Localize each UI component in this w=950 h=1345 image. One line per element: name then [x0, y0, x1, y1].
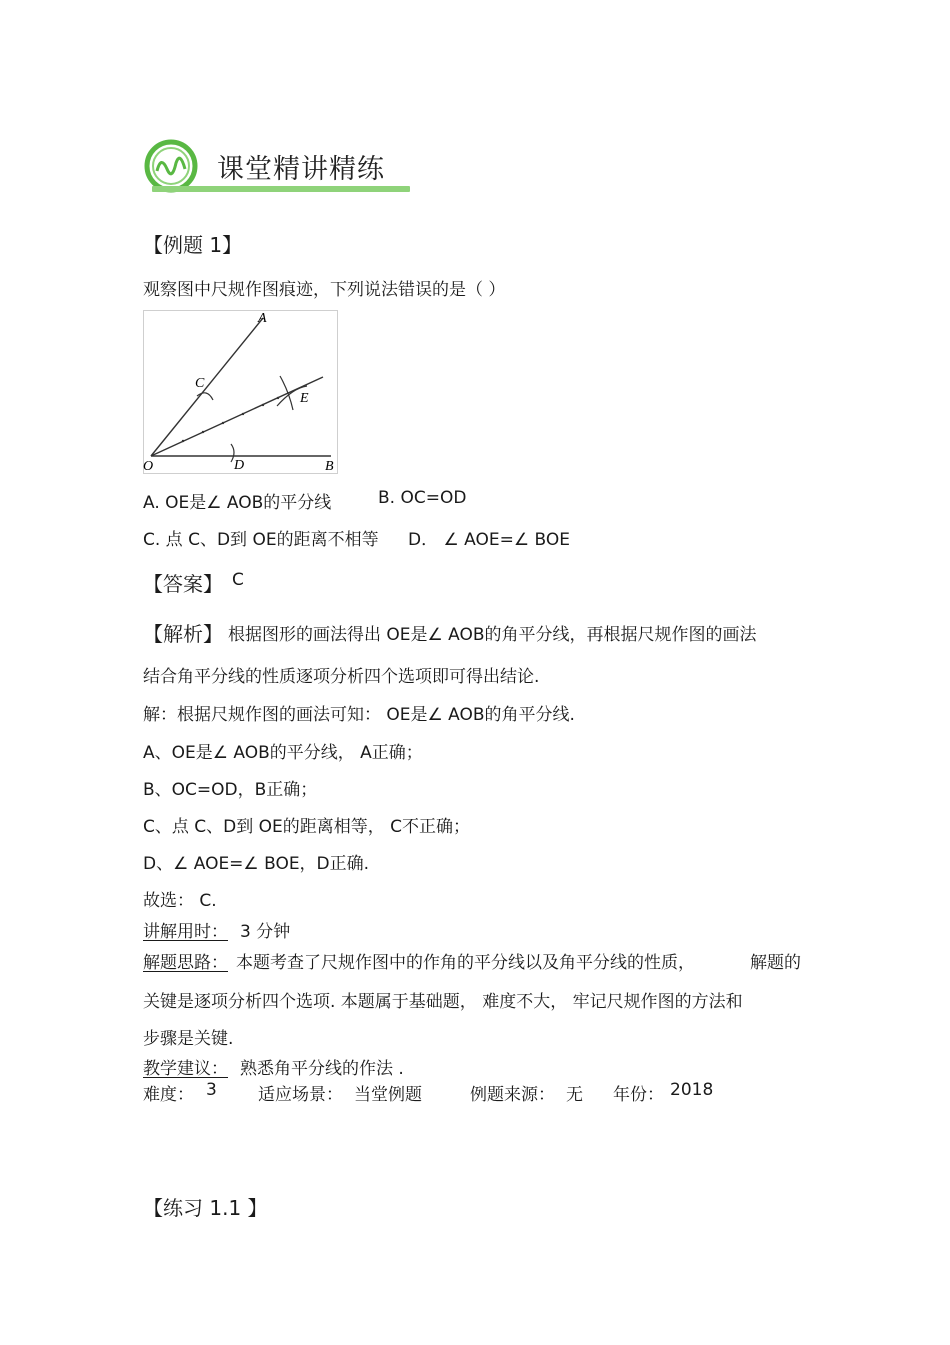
- solution-line: B、OC=OD，B正确；: [143, 780, 318, 800]
- year-value: 2018: [670, 1080, 714, 1100]
- label-B: B: [325, 459, 334, 474]
- option-a: A. OE是∠ AOB的平分线: [143, 493, 332, 513]
- question-text: 观察图中尺规作图痕迹，下列说法错误的是（ ）: [143, 280, 506, 300]
- choice-line: 故选： C.: [143, 891, 217, 911]
- difficulty-label: 难度：: [143, 1085, 194, 1105]
- advice-label: 教学建议：: [143, 1059, 228, 1079]
- difficulty-value: 3: [206, 1080, 217, 1100]
- solution-line: A、OE是∠ AOB的平分线， A正确；: [143, 743, 423, 763]
- scene-label: 适应场景：: [258, 1085, 343, 1105]
- solution-line: D、∠ AOE=∠ BOE，D正确.: [143, 854, 370, 874]
- label-C: C: [195, 376, 205, 391]
- label-O: O: [143, 459, 154, 474]
- answer-value: C: [232, 570, 244, 590]
- section-underline: [152, 186, 410, 192]
- solution-line: 解：根据尺规作图的画法可知： OE是∠ AOB的角平分线.: [143, 705, 575, 725]
- idea-line-2: 关键是逐项分析四个选项. 本题属于基础题， 难度不大， 牢记尺规作图的方法和: [143, 992, 743, 1012]
- option-b: B. OC=OD: [378, 488, 467, 508]
- time-label: 讲解用时：: [143, 922, 228, 942]
- analysis-tag: 【解析】: [143, 622, 223, 646]
- idea-line-3: 步骤是关键.: [143, 1029, 234, 1049]
- label-A: A: [258, 311, 267, 326]
- practice-tag: 【练习 1.1 】: [143, 1196, 268, 1220]
- year-label: 年份：: [613, 1085, 664, 1105]
- analysis-line-1: 根据图形的画法得出 OE是∠ AOB的角平分线，再根据尺规作图的画法: [228, 625, 757, 645]
- scene-value: 当堂例题: [354, 1085, 422, 1105]
- advice-value: 熟悉角平分线的作法 .: [240, 1059, 404, 1079]
- idea-line-1b: 解题的: [750, 953, 801, 973]
- answer-tag: 【答案】: [143, 572, 223, 596]
- example-tag: 【例题 1】: [143, 233, 243, 257]
- option-c: C. 点 C、D到 OE的距离不相等: [143, 530, 379, 550]
- source-label: 例题来源：: [470, 1085, 555, 1105]
- geometry-figure: [143, 310, 338, 474]
- section-title: 课堂精讲精练: [217, 154, 385, 185]
- label-D: D: [234, 458, 245, 473]
- analysis-line-2: 结合角平分线的性质逐项分析四个选项即可得出结论.: [143, 667, 540, 687]
- option-d: D． ∠ AOE=∠ BOE: [408, 530, 570, 550]
- idea-label: 解题思路：: [143, 953, 228, 973]
- idea-line-1: 本题考查了尺规作图中的作角的平分线以及角平分线的性质，: [236, 953, 695, 973]
- source-value: 无: [566, 1085, 583, 1105]
- ray-OA: [151, 318, 263, 456]
- time-value: 3 分钟: [240, 922, 291, 942]
- label-E: E: [300, 391, 309, 406]
- solution-line: C、点 C、D到 OE的距离相等， C不正确；: [143, 817, 471, 837]
